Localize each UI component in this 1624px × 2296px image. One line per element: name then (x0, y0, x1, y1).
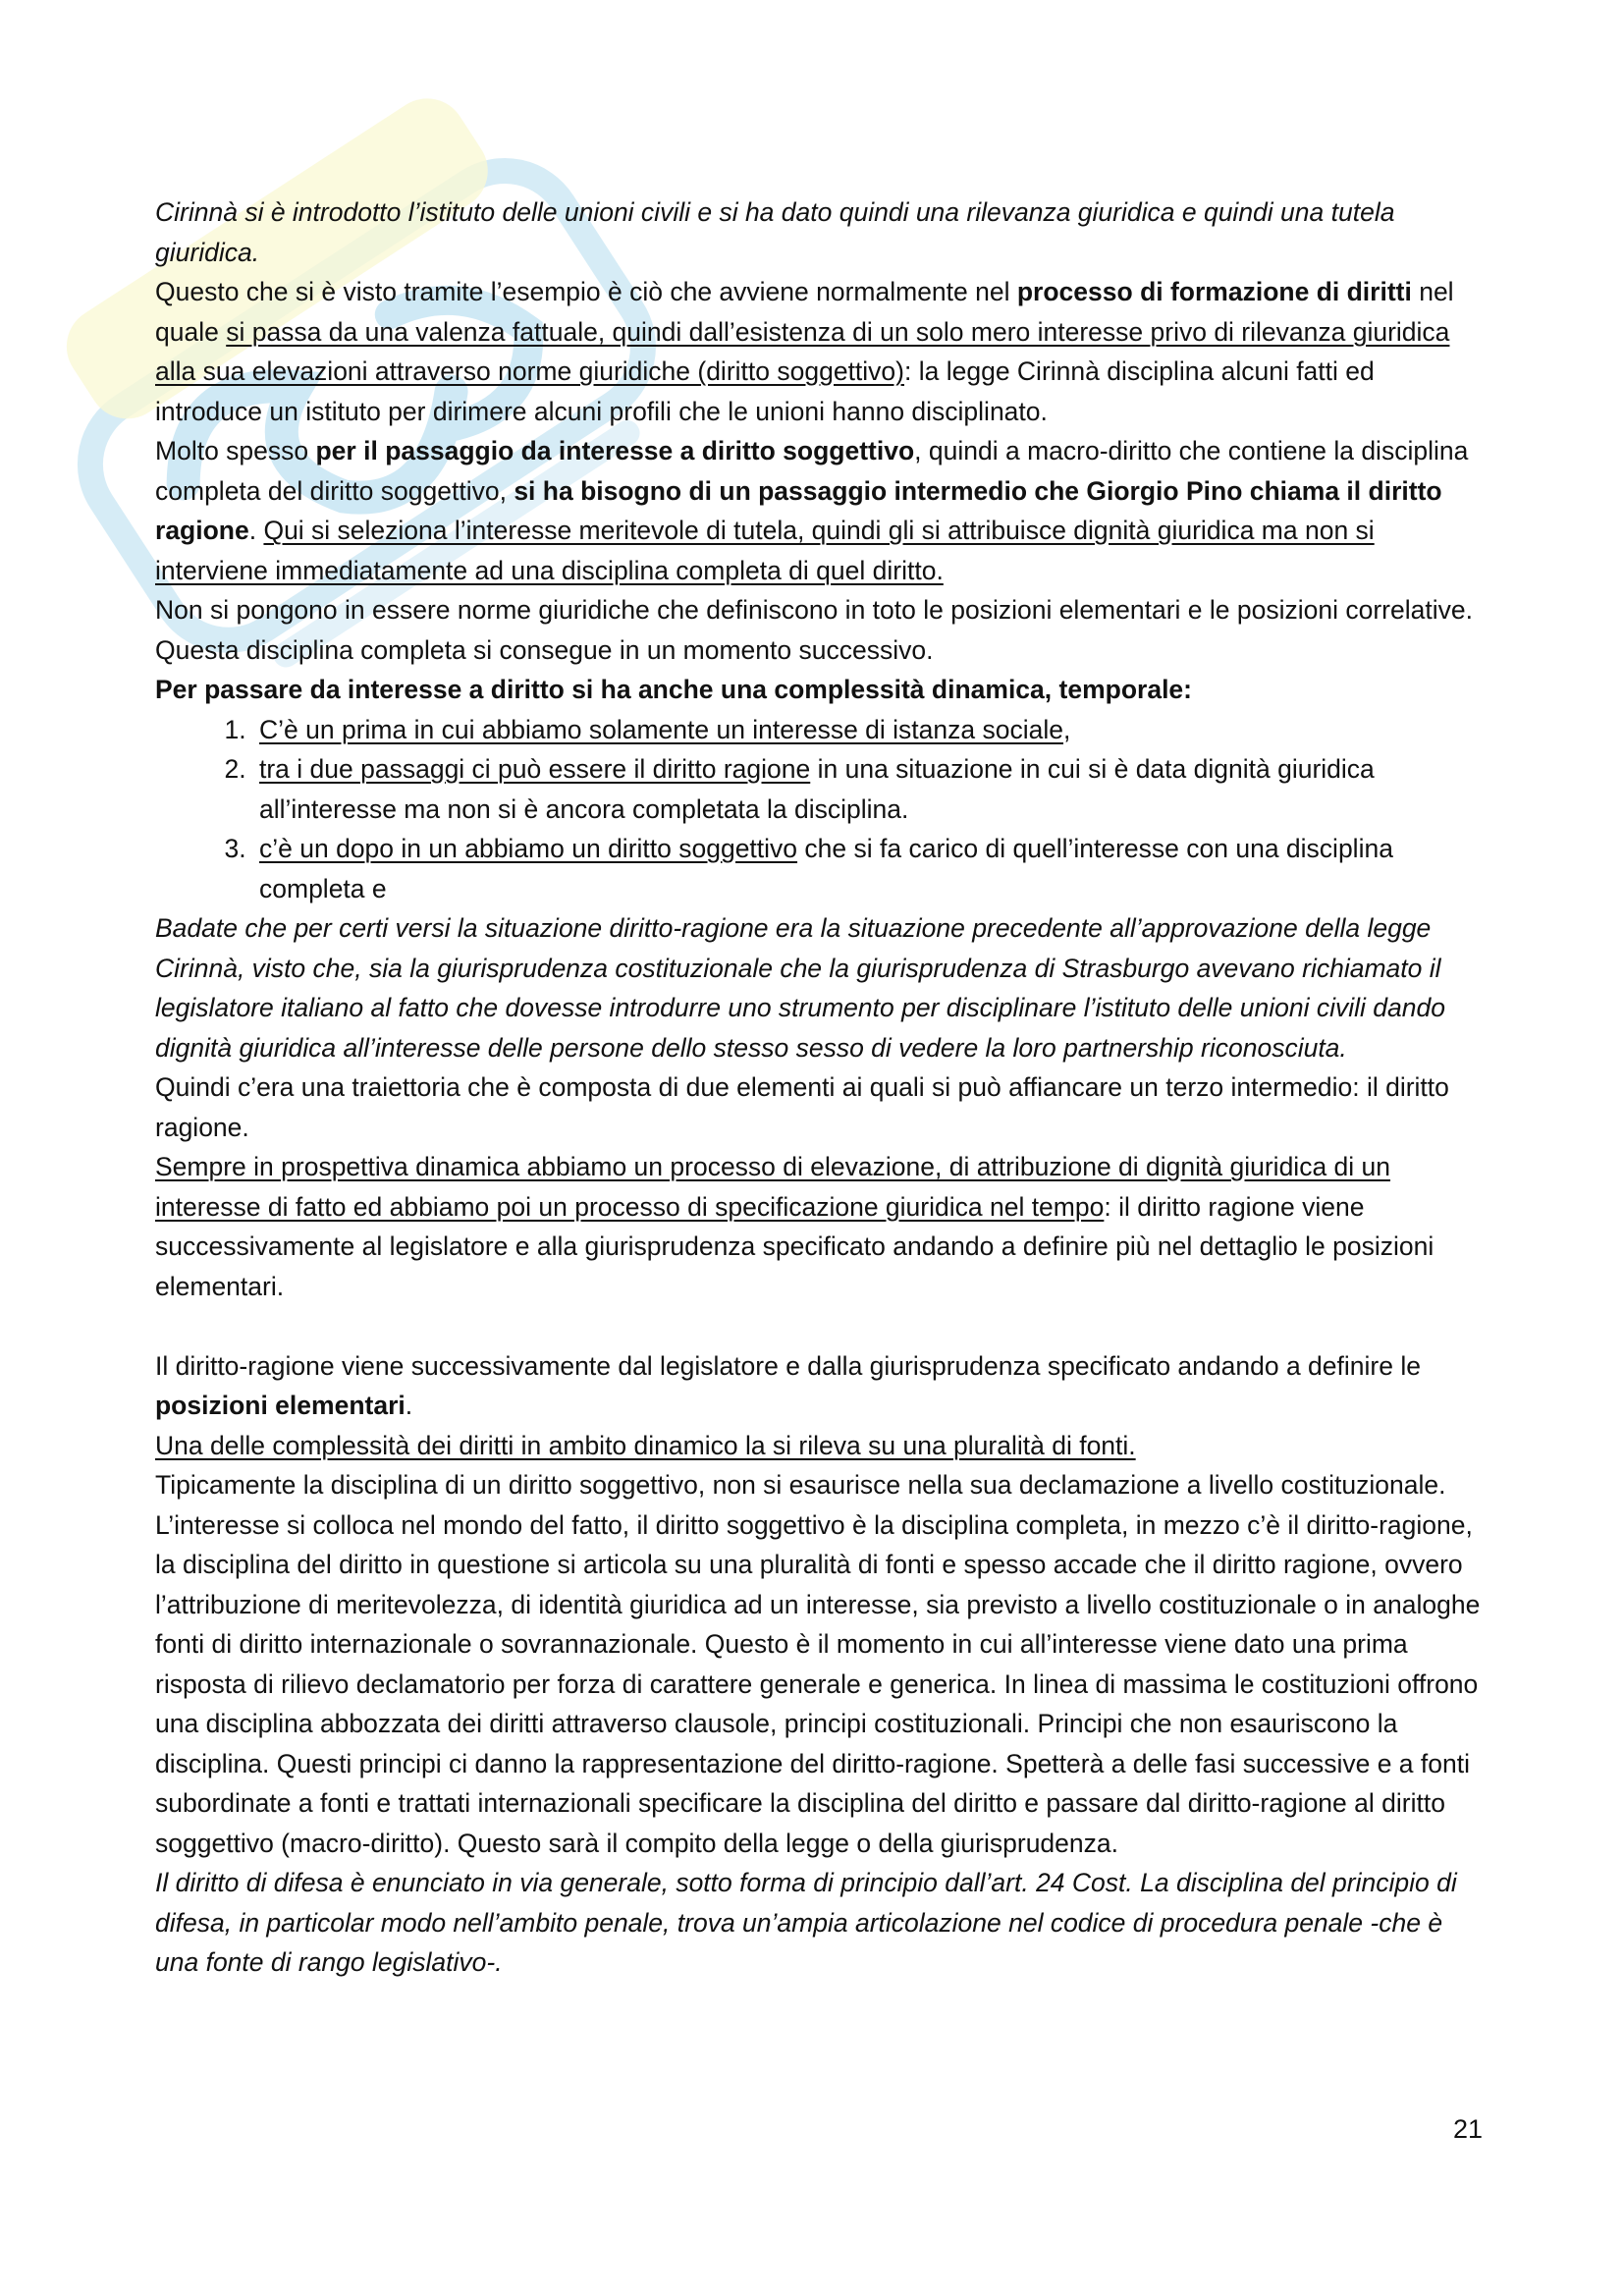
paragraph-7: Quindi c’era una traiettoria che è composta di due elementi ai quali si può affiancare un terzo intermedio: il diritto ragione. (155, 1072, 1449, 1142)
paragraph-6: Badate che per certi versi la situazione diritto-ragione era la situazione precedente all’approvazione della legge Cirinnà, visto che, sia la giurisprudenza costituzionale che la giurisprudenza di Strasburgo avevano richiamato il legislatore italiano al fatto che dovesse introdurre uno strumento per disciplinare l’istituto delle unioni civili dando dignità giuridica all’interesse delle persone dello stesso sesso di vedere la loro partnership riconosciuta. (155, 913, 1445, 1063)
blank-line (155, 1306, 1483, 1346)
paragraph-3: Molto spesso per il passaggio da interesse a diritto soggettivo, quindi a macro-diritto che contiene la disciplina completa del diritto soggettivo, si ha bisogno di un passaggio intermedio che Giorgio Pino chiama il diritto ragione. Qui si seleziona l’interesse meritevole di tutela, quindi gli si attribuisce dignità giuridica ma non si interviene immediatamente ad una disciplina completa di quel diritto. (155, 436, 1469, 585)
list-item: 1. C’è un prima in cui abbiamo solamente un interesse di istanza sociale, (253, 710, 1483, 750)
paragraph-8: Sempre in prospettiva dinamica abbiamo un processo di elevazione, di attribuzione di dignità giuridica di un interesse di fatto ed abbiamo poi un processo di specificazione giuridica nel tempo: il diritto ragione viene successivamente al legislatore e alla giurisprudenza specificato andando a definire più nel dettaglio le posizioni elementari. (155, 1152, 1435, 1301)
paragraph-2: Questo che si è visto tramite l’esempio è ciò che avviene normalmente nel processo di formazione di diritti nel quale si passa da una valenza fattuale, quindi dall’esistenza di un solo mero interesse privo di rilevanza giuridica alla sua elevazioni attraverso norme giuridiche (diritto soggettivo): la legge Cirinnà disciplina alcuni fatti ed introduce un istituto per dirimere alcuni profili che le unioni hanno disciplinato. (155, 277, 1454, 426)
page-number: 21 (1452, 2114, 1483, 2144)
paragraph-5: Per passare da interesse a diritto si ha anche una complessità dinamica, temporale: (155, 675, 1192, 704)
paragraph-12: Il diritto di difesa è enunciato in via generale, sotto forma di principio dall’art. 24 Cost. La disciplina del principio di difesa, in particolar modo nell’ambito penale, trova un’ampia articolazione nel codice di procedura penale -che è una fonte di rango legislativo-. (155, 1868, 1457, 1977)
list-item: 3. c’è un dopo in un abbiamo un diritto soggettivo che si fa carico di quell’interesse con una disciplina completa e (253, 829, 1483, 908)
document-body (155, 192, 1483, 1983)
paragraph-4: Non si pongono in essere norme giuridiche che definiscono in toto le posizioni elementari e le posizioni correlative. Questa disciplina completa si consegue in un momento successivo. (155, 595, 1473, 665)
paragraph-9: Il diritto-ragione viene successivamente dal legislatore e dalla giurisprudenza specificato andando a definire le posizioni elementari. (155, 1350, 1421, 1420)
paragraph-11: Tipicamente la disciplina di un diritto soggettivo, non si esaurisce nella sua declamazione a livello costituzionale. L’interesse si colloca nel mondo del fatto, il diritto soggettivo è la disciplina completa, in mezzo c’è il diritto-ragione, la disciplina del diritto in questione si articola su una pluralità di fonti e spesso accade che il diritto ragione, ovvero l’attribuzione di meritevolezza, di identità giuridica ad un interesse, sia previsto a livello costituzionale o in analoghe fonti di diritto internazionale o sovrannazionale. Questo è il momento in cui all’interesse viene dato una prima risposta di rilievo declamatorio per forza di carattere generale e generica. In linea di massima le costituzioni offrono una disciplina abbozzata dei diritti attraverso clausole, principi costituzionali. Principi che non esauriscono la disciplina. Questi principi ci danno la rappresentazione del diritto-ragione. Spetterà a delle fasi successive e a fonti subordinate a fonti e trattati internazionali specificare la disciplina del diritto e passare dal diritto-ragione al diritto soggettivo (macro-diritto). Questo sarà il compito della legge o della giurisprudenza. (155, 1470, 1481, 1858)
numbered-list (155, 710, 1483, 909)
paragraph-10: Una delle complessità dei diritti in ambito dinamico la si rileva su una pluralità di fonti. (155, 1430, 1136, 1460)
paragraph-1: Cirinnà si è introdotto l’istituto delle unioni civili e si ha dato quindi una rilevanza giuridica e quindi una tutela giuridica. (155, 197, 1395, 267)
list-item: 2. tra i due passaggi ci può essere il diritto ragione in una situazione in cui si è data dignità giuridica all’interesse ma non si è ancora completata la disciplina. (253, 749, 1483, 829)
